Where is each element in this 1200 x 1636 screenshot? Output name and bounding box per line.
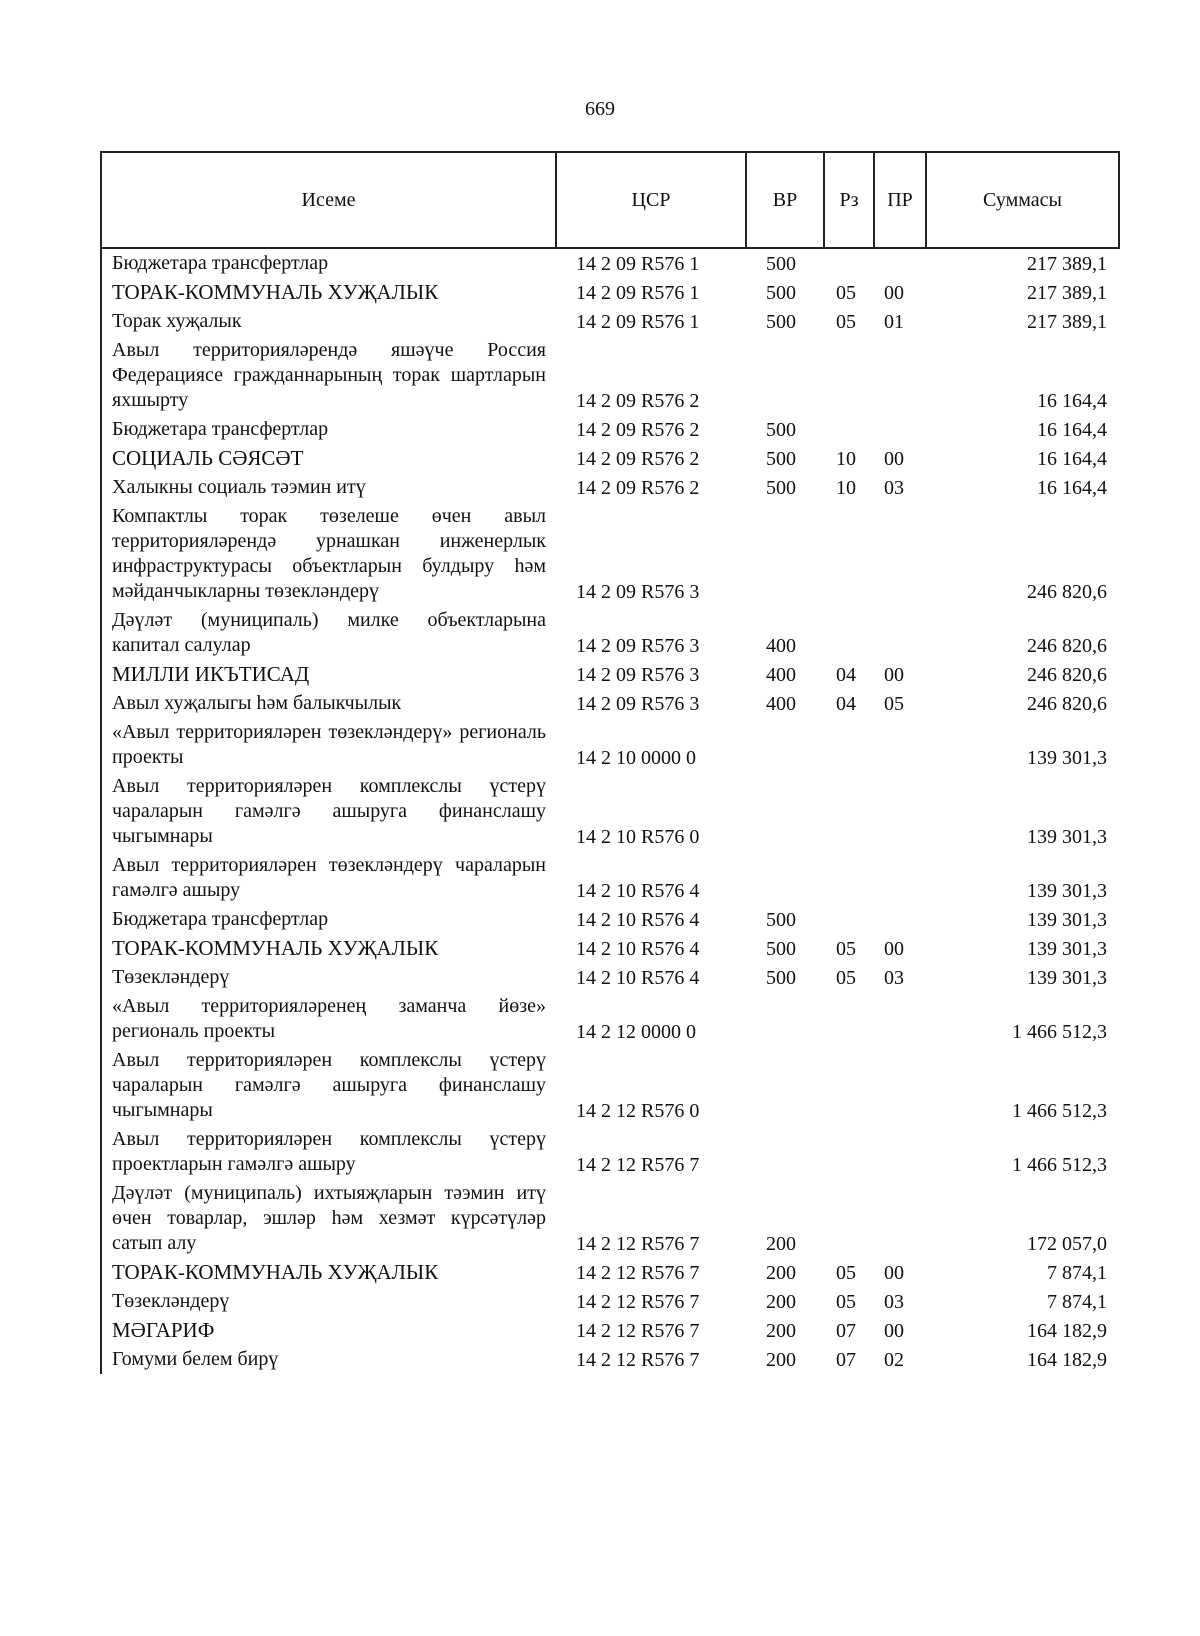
table-row: [101, 718, 1119, 772]
row-name: Торак хуҗалык: [101, 307, 556, 336]
row-sum: 246 820,6: [1027, 693, 1107, 715]
row-sum: 1 466 512,3: [1012, 1100, 1107, 1122]
row-rz-code: [824, 992, 874, 1046]
row-rz-code: 05: [836, 282, 856, 304]
row-rz-code: 10: [836, 477, 856, 499]
row-vr-code: 200: [766, 1349, 796, 1371]
row-vr-code: 500: [766, 311, 796, 333]
row-name: Төзекләндерү: [101, 963, 556, 992]
table-row: [101, 689, 1119, 718]
row-rz-code: [824, 1046, 874, 1125]
row-sum: 1 466 512,3: [1012, 1021, 1107, 1043]
row-rz-code: [824, 502, 874, 606]
row-rz-code: 10: [836, 448, 856, 470]
row-pr-code: [874, 336, 926, 415]
header-sum: Суммасы: [926, 152, 1119, 248]
table-row: [101, 307, 1119, 336]
row-csr-code: 14 2 12 R576 7: [576, 1233, 700, 1255]
page-number: 669: [585, 98, 615, 120]
row-name: Авыл территорияләрен комплекслы үстерү чараларын гамәлгә ашыруга финанслашу чыгымнары: [101, 772, 556, 851]
row-name: Авыл территорияләрен комплекслы үстерү чараларын гамәлгә ашыруга финанслашу чыгымнары: [101, 1046, 556, 1125]
row-csr-code: 14 2 09 R576 1: [576, 253, 700, 275]
row-rz-code: [824, 905, 874, 934]
row-rz-code: [824, 336, 874, 415]
row-name: Авыл территорияләрен төзекләндерү чараларын гамәлгә ашыру: [101, 851, 556, 905]
row-sum: 16 164,4: [1037, 448, 1107, 470]
row-sum: 217 389,1: [1027, 253, 1107, 275]
row-vr-code: 200: [766, 1233, 796, 1255]
row-name: Гомуми белем бирү: [101, 1345, 556, 1374]
row-pr-code: [874, 248, 926, 278]
row-sum: 246 820,6: [1027, 635, 1107, 657]
row-csr-code: 14 2 12 0000 0: [576, 1021, 696, 1043]
row-csr-code: 14 2 12 R576 7: [576, 1291, 700, 1313]
row-sum: 7 874,1: [1047, 1291, 1107, 1313]
row-csr-code: 14 2 12 R576 7: [576, 1154, 700, 1176]
row-vr-code: 200: [766, 1291, 796, 1313]
row-sum: 139 301,3: [1027, 880, 1107, 902]
row-rz-code: [824, 772, 874, 851]
header-pr: ПР: [874, 152, 926, 248]
row-vr-code: 400: [766, 693, 796, 715]
table-body: [101, 248, 1119, 1374]
row-vr-code: [746, 502, 824, 606]
row-sum: 246 820,6: [1027, 664, 1107, 686]
header-rz: Рз: [824, 152, 874, 248]
table-row: [101, 772, 1119, 851]
row-vr-code: 500: [766, 282, 796, 304]
row-rz-code: 07: [836, 1320, 856, 1342]
row-csr-code: 14 2 12 R576 7: [576, 1349, 700, 1371]
row-csr-code: 14 2 09 R576 3: [576, 693, 700, 715]
row-rz-code: [824, 606, 874, 660]
row-rz-code: 05: [836, 938, 856, 960]
row-name: ТОРАК-КОММУНАЛЬ ХУҖАЛЫК: [101, 278, 556, 307]
row-csr-code: 14 2 12 R576 7: [576, 1320, 700, 1342]
row-sum: 139 301,3: [1027, 747, 1107, 769]
table-row: [101, 660, 1119, 689]
row-vr-code: [746, 851, 824, 905]
row-name: Бюджетара трансфертлар: [101, 905, 556, 934]
row-csr-code: 14 2 09 R576 2: [576, 477, 700, 499]
row-vr-code: [746, 1125, 824, 1179]
row-sum: 139 301,3: [1027, 909, 1107, 931]
row-rz-code: 04: [836, 693, 856, 715]
row-pr-code: [874, 415, 926, 444]
row-name: Авыл территорияләрендә яшәүче Россия Федерациясе гражданнарының торак шартларын яхшырту: [101, 336, 556, 415]
row-vr-code: 400: [766, 635, 796, 657]
row-pr-code: [874, 1179, 926, 1258]
row-pr-code: 00: [884, 282, 904, 304]
row-csr-code: 14 2 09 R576 3: [576, 664, 700, 686]
row-rz-code: [824, 1179, 874, 1258]
row-pr-code: 00: [884, 1320, 904, 1342]
table-header: [101, 152, 1119, 248]
row-sum: 16 164,4: [1037, 419, 1107, 441]
row-csr-code: 14 2 09 R576 2: [576, 448, 700, 470]
row-name: Халыкны социаль тәэмин итү: [101, 473, 556, 502]
table-row: [101, 992, 1119, 1046]
row-rz-code: [824, 1125, 874, 1179]
row-vr-code: 500: [766, 448, 796, 470]
row-name: Дәүләт (муниципаль) ихтыяҗларын тәэмин итү өчен товарлар, эшләр һәм хезмәт күрсәтүләр сатып алу: [101, 1179, 556, 1258]
row-rz-code: [824, 718, 874, 772]
row-pr-code: [874, 1046, 926, 1125]
table-row: [101, 963, 1119, 992]
header-name: Исеме: [101, 152, 556, 248]
row-sum: 164 182,9: [1027, 1320, 1107, 1342]
row-csr-code: 14 2 09 R576 1: [576, 311, 700, 333]
table-row: [101, 473, 1119, 502]
row-sum: 139 301,3: [1027, 826, 1107, 848]
row-pr-code: [874, 718, 926, 772]
row-vr-code: 500: [766, 477, 796, 499]
row-sum: 217 389,1: [1027, 282, 1107, 304]
table-row: [101, 336, 1119, 415]
row-vr-code: [746, 718, 824, 772]
table-row: [101, 1179, 1119, 1258]
row-name: Төзекләндерү: [101, 1287, 556, 1316]
row-name: МӘГАРИФ: [101, 1316, 556, 1345]
table-row: [101, 1258, 1119, 1287]
row-sum: 172 057,0: [1027, 1233, 1107, 1255]
row-csr-code: 14 2 10 R576 0: [576, 826, 700, 848]
row-vr-code: [746, 1046, 824, 1125]
row-vr-code: 500: [766, 909, 796, 931]
row-csr-code: 14 2 10 R576 4: [576, 880, 700, 902]
table-row: [101, 934, 1119, 963]
table-row: [101, 1345, 1119, 1374]
row-name: Авыл хуҗалыгы һәм балыкчылык: [101, 689, 556, 718]
row-vr-code: [746, 336, 824, 415]
row-vr-code: [746, 992, 824, 1046]
row-vr-code: 500: [766, 419, 796, 441]
row-csr-code: 14 2 10 R576 4: [576, 909, 700, 931]
row-pr-code: 03: [884, 1291, 904, 1313]
header-vr: ВР: [746, 152, 824, 248]
row-vr-code: 400: [766, 664, 796, 686]
row-csr-code: 14 2 10 R576 4: [576, 938, 700, 960]
row-pr-code: 02: [884, 1349, 904, 1371]
row-name: Авыл территорияләрен комплекслы үстерү проектларын гамәлгә ашыру: [101, 1125, 556, 1179]
row-pr-code: 00: [884, 448, 904, 470]
row-vr-code: 200: [766, 1262, 796, 1284]
row-name: СОЦИАЛЬ СӘЯСӘТ: [101, 444, 556, 473]
row-vr-code: 500: [766, 938, 796, 960]
table-row: [101, 606, 1119, 660]
row-pr-code: 00: [884, 1262, 904, 1284]
row-rz-code: 07: [836, 1349, 856, 1371]
row-pr-code: 00: [884, 938, 904, 960]
row-rz-code: 05: [836, 311, 856, 333]
row-csr-code: 14 2 09 R576 2: [576, 419, 700, 441]
table-row: [101, 278, 1119, 307]
row-csr-code: 14 2 09 R576 1: [576, 282, 700, 304]
row-pr-code: 01: [884, 311, 904, 333]
table-row: [101, 1125, 1119, 1179]
row-vr-code: 500: [766, 253, 796, 275]
row-csr-code: 14 2 09 R576 3: [576, 635, 700, 657]
row-vr-code: [746, 772, 824, 851]
table-row: [101, 905, 1119, 934]
row-rz-code: [824, 851, 874, 905]
row-name: «Авыл территорияләрен төзекләндерү» региональ проекты: [101, 718, 556, 772]
row-pr-code: [874, 772, 926, 851]
row-csr-code: 14 2 09 R576 2: [576, 390, 700, 412]
row-sum: 139 301,3: [1027, 938, 1107, 960]
row-name: «Авыл территорияләренең заманча йөзе» региональ проекты: [101, 992, 556, 1046]
row-pr-code: [874, 992, 926, 1046]
table-row: [101, 248, 1119, 278]
row-name: Бюджетара трансфертлар: [101, 415, 556, 444]
row-name: ТОРАК-КОММУНАЛЬ ХУҖАЛЫК: [101, 1258, 556, 1287]
table-row: [101, 1316, 1119, 1345]
table-row: [101, 502, 1119, 606]
row-sum: 139 301,3: [1027, 967, 1107, 989]
row-pr-code: [874, 1125, 926, 1179]
row-pr-code: [874, 502, 926, 606]
row-name: Бюджетара трансфертлар: [101, 248, 556, 278]
row-pr-code: 03: [884, 477, 904, 499]
row-csr-code: 14 2 10 R576 4: [576, 967, 700, 989]
row-sum: 1 466 512,3: [1012, 1154, 1107, 1176]
row-name: ТОРАК-КОММУНАЛЬ ХУҖАЛЫК: [101, 934, 556, 963]
table-row: [101, 415, 1119, 444]
row-sum: 16 164,4: [1037, 390, 1107, 412]
row-rz-code: [824, 248, 874, 278]
row-sum: 164 182,9: [1027, 1349, 1107, 1371]
row-csr-code: 14 2 12 R576 0: [576, 1100, 700, 1122]
row-csr-code: 14 2 09 R576 3: [576, 581, 700, 603]
row-name: Компактлы торак төзелеше өчен авыл территорияләрендә урнашкан инженерлык инфраструктурасы объектларын булдыру һәм мәйданчыкларны төзекләндерү: [101, 502, 556, 606]
table-row: [101, 444, 1119, 473]
row-rz-code: 05: [836, 967, 856, 989]
header-csr: ЦСР: [556, 152, 746, 248]
row-sum: 16 164,4: [1037, 477, 1107, 499]
table-row: [101, 851, 1119, 905]
row-rz-code: 04: [836, 664, 856, 686]
row-rz-code: 05: [836, 1291, 856, 1313]
row-pr-code: 00: [884, 664, 904, 686]
row-pr-code: 05: [884, 693, 904, 715]
row-sum: 217 389,1: [1027, 311, 1107, 333]
row-csr-code: 14 2 12 R576 7: [576, 1262, 700, 1284]
row-sum: 7 874,1: [1047, 1262, 1107, 1284]
budget-table: [100, 151, 1120, 1374]
row-vr-code: 200: [766, 1320, 796, 1342]
row-sum: 246 820,6: [1027, 581, 1107, 603]
row-name: МИЛЛИ ИКЪТИСАД: [101, 660, 556, 689]
row-name: Дәүләт (муниципаль) милке объектларына капитал салулар: [101, 606, 556, 660]
row-pr-code: [874, 606, 926, 660]
row-pr-code: 03: [884, 967, 904, 989]
row-rz-code: [824, 415, 874, 444]
row-pr-code: [874, 851, 926, 905]
row-vr-code: 500: [766, 967, 796, 989]
row-csr-code: 14 2 10 0000 0: [576, 747, 696, 769]
table-row: [101, 1287, 1119, 1316]
row-pr-code: [874, 905, 926, 934]
row-rz-code: 05: [836, 1262, 856, 1284]
table-row: [101, 1046, 1119, 1125]
